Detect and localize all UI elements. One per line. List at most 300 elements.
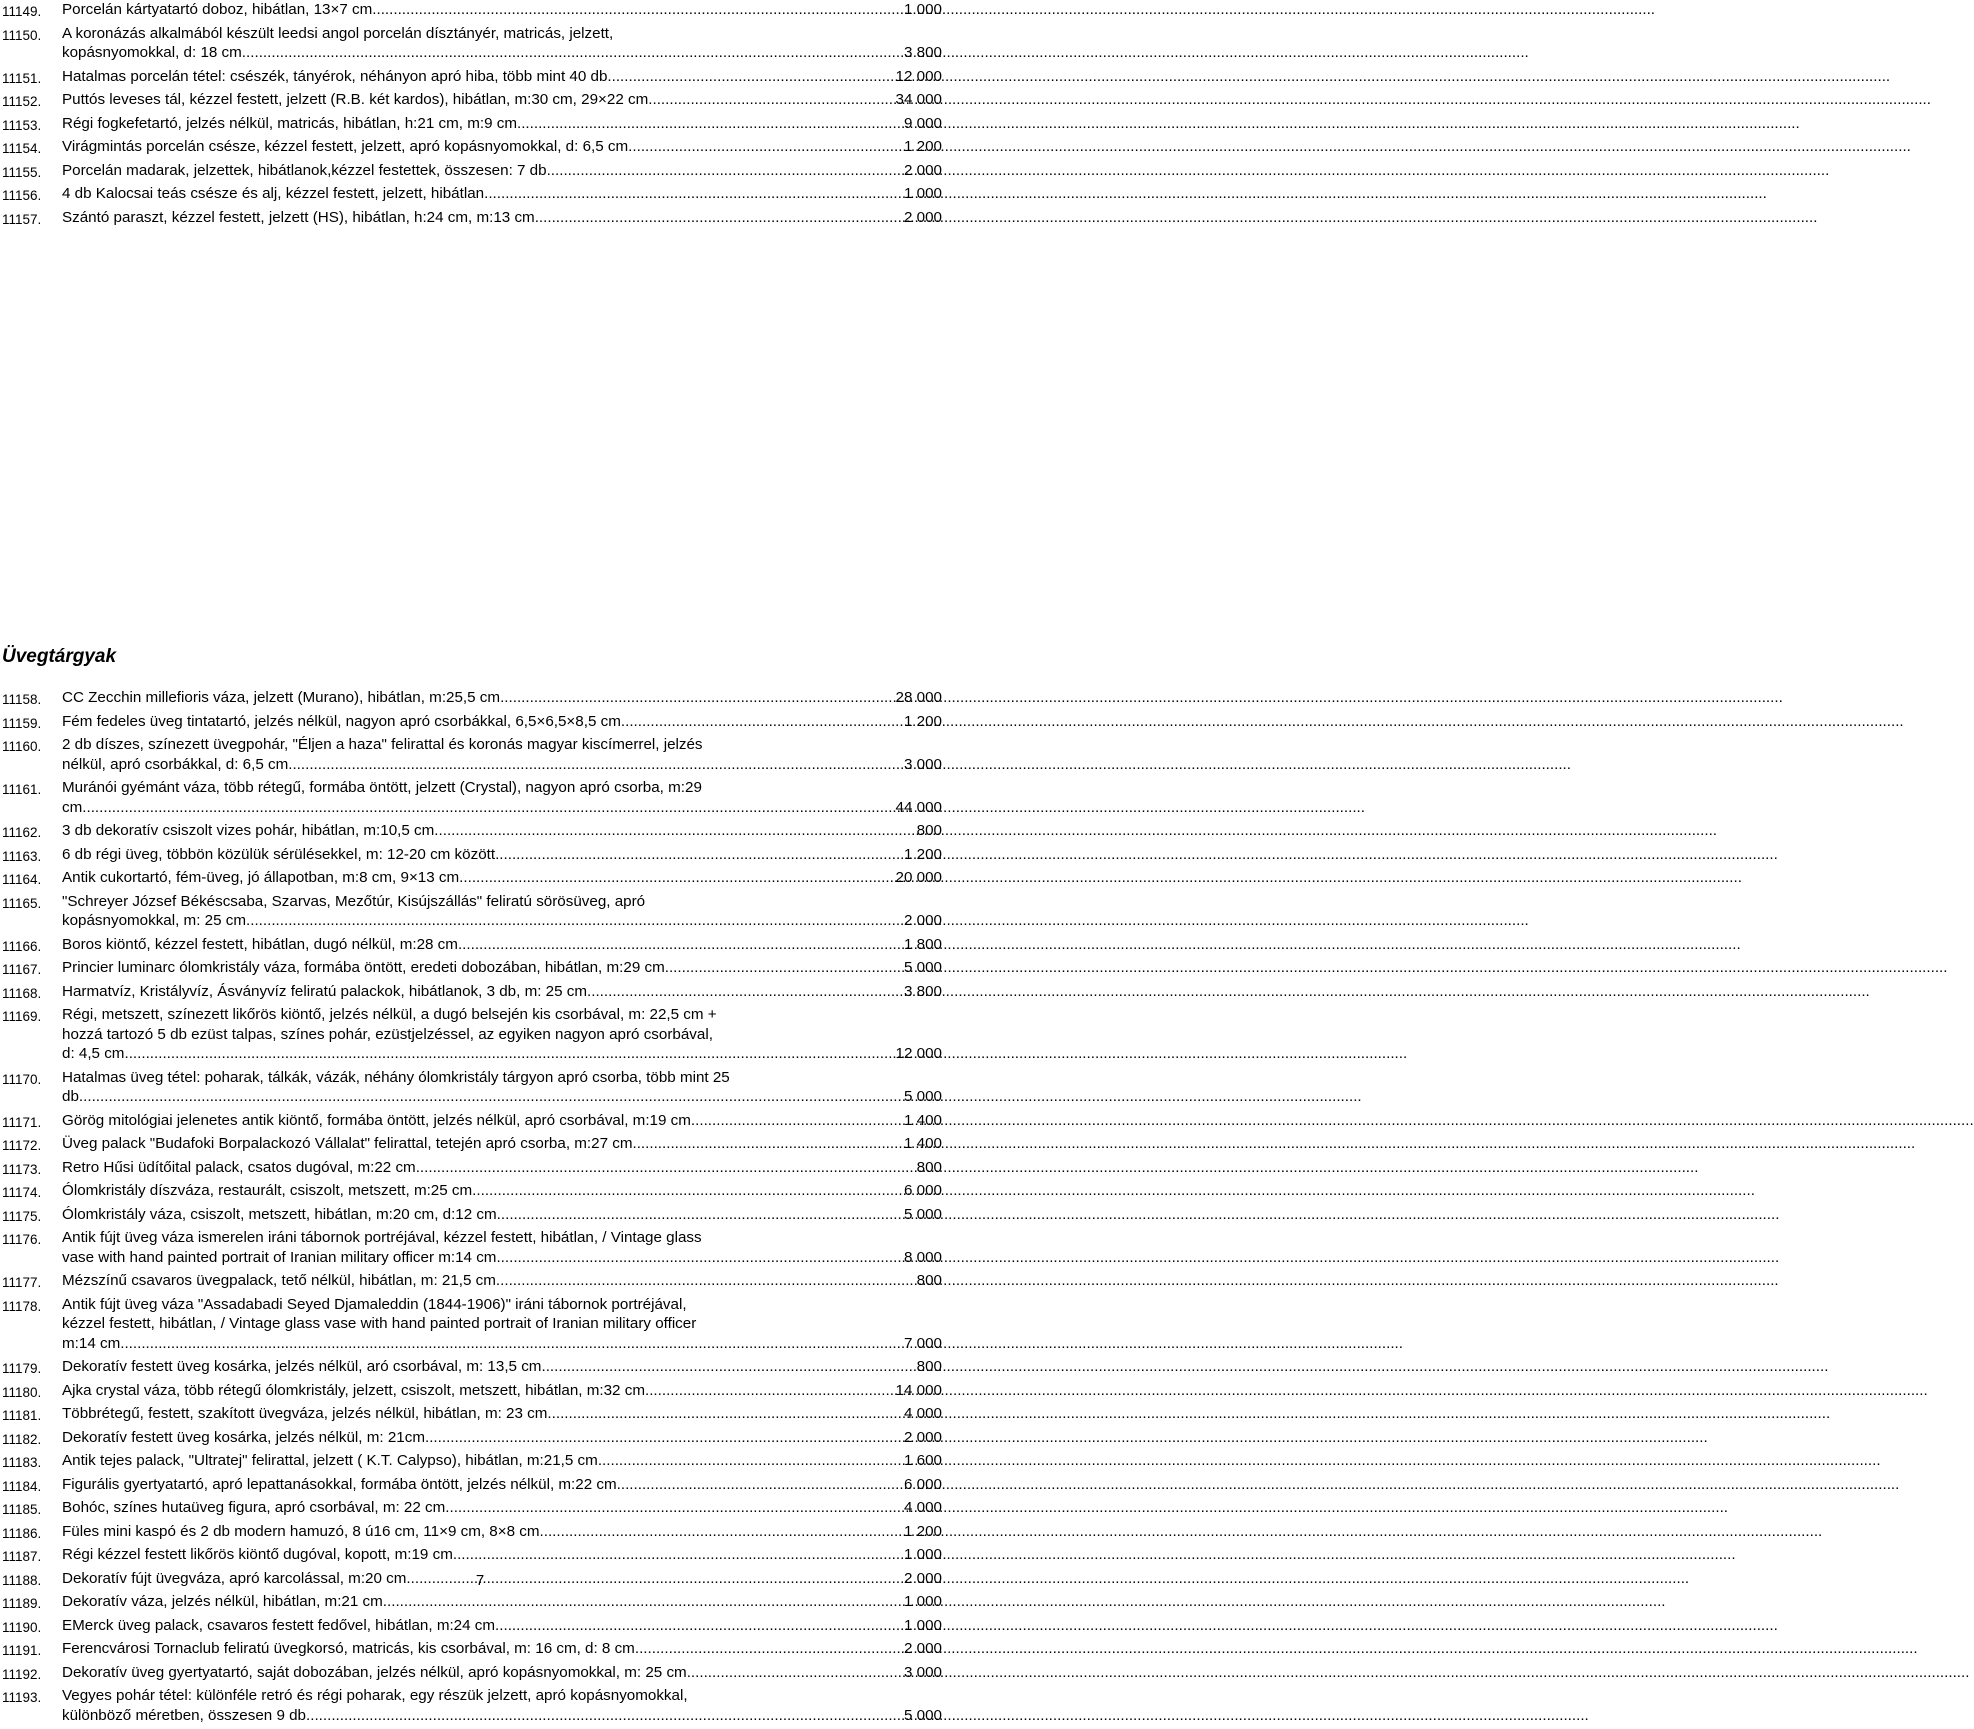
- starting-price: 44 000: [895, 798, 942, 816]
- catalog-entry: [2, 821, 960, 841]
- lot-number: 11159.: [2, 715, 42, 731]
- item-description: [62, 1005, 942, 1064]
- catalog-entry: [2, 735, 960, 774]
- description-text: CC Zecchin millefioris váza, jelzett (Murano), hibátlan, m:25,5 cm: [62, 689, 501, 706]
- lot-number: 11179.: [2, 1361, 42, 1376]
- description-last-line: [62, 982, 942, 1002]
- catalog-entry: [2, 1522, 960, 1542]
- lot-number: 11188.: [2, 1572, 42, 1588]
- item-description: [62, 712, 942, 732]
- lot-number: 11193.: [2, 1690, 42, 1705]
- lot-number: 11156.: [2, 188, 42, 203]
- dot-leader: [628, 137, 904, 157]
- description-text: cm: [62, 798, 83, 816]
- description-last-line: [62, 1248, 942, 1268]
- catalog-entry: [2, 868, 960, 888]
- item-description: [62, 868, 942, 888]
- description-last-line: [62, 1639, 942, 1659]
- catalog-entry: [2, 1068, 960, 1107]
- dot-leader: [288, 755, 904, 775]
- description-text: Antik cukortartó, fém-üveg, jó állapotban, m:8 cm, 9×13 cm: [62, 869, 460, 886]
- starting-price: 3 800: [903, 982, 942, 1000]
- dot-leader: [547, 161, 904, 181]
- dot-leader: [587, 982, 904, 1002]
- description-last-line: [62, 935, 942, 955]
- description-last-line: [62, 1205, 942, 1225]
- lot-number: 11180.: [2, 1384, 42, 1400]
- lot-number: 11161.: [2, 782, 42, 797]
- catalog-entry: [2, 1381, 960, 1401]
- dot-leader: [535, 208, 904, 228]
- catalog-entry: [2, 137, 960, 157]
- description-text: Mézszínű csavaros üvegpalack, tető nélkül, hibátlan, m: 21,5 cm: [62, 1272, 496, 1289]
- description-text: Üveg palack "Budafoki Borpalackozó Vállalat" felirattal, tetején apró csorba, m:27 cm: [62, 1135, 633, 1152]
- dot-leader: [458, 935, 904, 955]
- lot-number: 11172.: [2, 1138, 42, 1153]
- lot-number: 11158.: [2, 692, 42, 707]
- catalog-entry: [2, 1592, 960, 1612]
- dot-leader: [124, 1044, 895, 1064]
- description-text: kopásnyomokkal, m: 25 cm: [62, 912, 247, 929]
- lot-number: 11190.: [2, 1619, 42, 1635]
- description-line: Antik fújt üveg váza ismerelen iráni tábornok portréjával, kézzel festett, hibátlan, / Vintage glass: [62, 1229, 702, 1246]
- description-line: Muránói gyémánt váza, több rétegű, formába öntött, jelzett (Crystal), nagyon apró csorba, m:29: [62, 779, 702, 796]
- lot-number: 11168.: [2, 985, 42, 1001]
- description-text: db: [62, 1088, 79, 1105]
- description-last-line: [62, 1134, 942, 1154]
- item-description: [62, 1639, 942, 1659]
- dot-leader: [425, 1428, 904, 1448]
- starting-price: 1 600: [903, 1452, 942, 1469]
- description-last-line: [62, 137, 942, 157]
- catalog-entry: [2, 712, 960, 732]
- item-description: [62, 1663, 942, 1683]
- catalog-entry: [2, 982, 960, 1002]
- starting-price: 1 400: [903, 1111, 942, 1129]
- description-last-line: [62, 1111, 942, 1131]
- lot-number: 11160.: [2, 739, 42, 754]
- description-last-line: [62, 1334, 942, 1354]
- description-last-line: [62, 1522, 942, 1542]
- dot-leader: [434, 821, 916, 841]
- catalog-entry: [2, 1498, 960, 1518]
- lot-number: 11176.: [2, 1232, 42, 1247]
- description-line: Antik fújt üveg váza "Assadabadi Seyed Djamaleddin (1844-1906)" iráni tábornok portréjával,: [62, 1295, 687, 1313]
- lot-number: 11164.: [2, 872, 42, 887]
- lot-number: 11182.: [2, 1431, 42, 1447]
- starting-price: 5 000: [903, 1706, 942, 1724]
- lot-number: 11153.: [2, 117, 42, 133]
- description-text: vase with hand painted portrait of Iranian military officer m:14 cm: [62, 1248, 497, 1266]
- description-last-line: [62, 1181, 942, 1201]
- catalog-entry: [2, 1639, 960, 1659]
- starting-price: 2 000: [903, 912, 942, 929]
- dot-leader: [517, 114, 904, 134]
- item-description: [62, 1271, 942, 1291]
- lot-number: 11150.: [2, 27, 42, 43]
- item-description: [62, 982, 942, 1002]
- dot-leader: [120, 1334, 904, 1354]
- lot-number: 11173.: [2, 1161, 42, 1177]
- description-text: Dekoratív fújt üvegváza, apró karcolással, m:20 cm: [62, 1569, 407, 1587]
- item-description: [62, 1111, 942, 1131]
- description-last-line: [62, 1706, 942, 1726]
- description-last-line: [62, 712, 942, 732]
- item-description: [62, 821, 942, 841]
- catalog-entry: [2, 1205, 960, 1225]
- starting-price: 1 000: [903, 1616, 942, 1634]
- dot-leader: [691, 1111, 904, 1131]
- starting-price: 2 000: [903, 208, 942, 226]
- starting-price: 14 000: [895, 1381, 942, 1399]
- description-text: Porcelán madarak, jelzettek, hibátlanok,kézzel festettek, összesen: 7 db: [62, 161, 547, 179]
- catalog-entry: [2, 1271, 960, 1291]
- starting-price: 800: [916, 822, 942, 839]
- item-description: [62, 24, 942, 63]
- catalog-entry: [2, 1005, 960, 1064]
- lot-number: 11184.: [2, 1478, 42, 1494]
- dot-leader: [645, 1381, 896, 1401]
- lot-number: 11155.: [2, 164, 42, 180]
- dot-leader: [306, 1706, 904, 1726]
- starting-price: 1 000: [903, 185, 942, 202]
- lot-number: 11175.: [2, 1208, 42, 1224]
- dot-leader: [246, 43, 904, 63]
- description-line: Hatalmas üveg tétel: poharak, tálkák, vázák, néhány ólomkristály tárgyon apró csorba, több mint 25: [62, 1068, 730, 1086]
- description-line: Régi, metszett, színezett likőrös kiöntő, jelzés nélkül, a dugó belsején kis csorbával, m: 22,5 cm +: [62, 1006, 717, 1023]
- dot-leader: [246, 911, 904, 931]
- starting-price: 9 000: [903, 114, 942, 132]
- catalog-entry: [2, 90, 960, 110]
- porcelain-item-list: [2, 0, 960, 231]
- starting-price: 4 000: [903, 1405, 942, 1422]
- starting-price: 1 200: [903, 138, 942, 155]
- catalog-entry: [2, 778, 960, 817]
- starting-price: 1 200: [903, 845, 942, 863]
- description-text: Fém fedeles üveg tintatartó, jelzés nélkül, nagyon apró csorbákkal, 6,5×6,5×8,5 cm: [62, 712, 621, 730]
- lot-number: 11163.: [2, 848, 42, 864]
- description-text: Ajka crystal váza, több rétegű ólomkristály, jelzett, csiszolt, metszett, hibátlan, m:32 cm: [62, 1381, 645, 1399]
- description-last-line: [62, 67, 942, 87]
- lot-number: 11149.: [2, 4, 42, 19]
- starting-price: 1 800: [903, 935, 942, 953]
- description-text: 6 db régi üveg, többön közülük sérülésekkel, m: 12-20 cm között: [62, 845, 496, 863]
- catalog-entry: [2, 1545, 960, 1565]
- description-text: Ferencvárosi Tornaclub feliratú üvegkorsó, matricás, kis csorbával, m: 16 cm, d: 8 cm: [62, 1640, 635, 1657]
- catalog-entry: [2, 892, 960, 931]
- item-description: [62, 161, 942, 181]
- lot-number: 11181.: [2, 1408, 42, 1423]
- catalog-entry: [2, 935, 960, 955]
- description-last-line: [62, 845, 942, 865]
- catalog-entry: [2, 1404, 960, 1424]
- item-description: [62, 1357, 942, 1377]
- dot-leader: [472, 1181, 904, 1201]
- starting-price: 6 000: [903, 1475, 942, 1493]
- catalog-entry: [2, 1475, 960, 1495]
- item-description: [62, 1158, 942, 1178]
- dot-leader: [484, 184, 904, 204]
- starting-price: 1 000: [903, 1, 942, 18]
- starting-price: 12 000: [895, 67, 942, 85]
- item-description: [62, 90, 942, 110]
- description-text: Dekoratív festett üveg kosárka, jelzés nélkül, m: 21cm: [62, 1428, 425, 1446]
- lot-number: 11166.: [2, 938, 42, 954]
- catalog-entry: [2, 845, 960, 865]
- dot-leader: [372, 0, 904, 20]
- description-last-line: [62, 958, 942, 978]
- catalog-entry: [2, 1428, 960, 1448]
- description-text: Puttós leveses tál, kézzel festett, jelzett (R.B. két kardos), hibátlan, m:30 cm, 29×22 cm: [62, 91, 649, 108]
- description-line: "Schreyer József Békéscsaba, Szarvas, Mezőtúr, Kisújszállás" feliratú sörösüveg, apró: [62, 892, 646, 910]
- starting-price: 1 400: [903, 1135, 942, 1152]
- catalog-entry: [2, 208, 960, 228]
- item-description: [62, 1545, 942, 1565]
- description-last-line: [62, 1475, 942, 1495]
- item-description: [62, 1522, 942, 1542]
- starting-price: 4 000: [903, 1499, 942, 1516]
- description-text: 4 db Kalocsai teás csésze és alj, kézzel festett, jelzett, hibátlan: [62, 185, 485, 202]
- dot-leader: [648, 90, 895, 110]
- item-description: [62, 845, 942, 865]
- item-description: [62, 1686, 942, 1725]
- description-text: Porcelán kártyatartó doboz, hibátlan, 13×7 cm: [62, 1, 373, 18]
- catalog-entry: [2, 24, 960, 63]
- description-text: Hatalmas porcelán tétel: csészék, tányérok, néhányon apró hiba, több mint 40 db: [62, 67, 608, 85]
- dot-leader: [383, 1592, 904, 1612]
- item-description: [62, 778, 942, 817]
- description-last-line: [62, 1357, 942, 1377]
- catalog-entry: [2, 1181, 960, 1201]
- lot-number: 11154.: [2, 141, 42, 156]
- catalog-entry: [2, 1686, 960, 1725]
- description-last-line: [62, 0, 942, 20]
- dot-leader: [632, 1134, 904, 1154]
- starting-price: 28 000: [895, 689, 942, 706]
- dot-leader: [82, 798, 895, 818]
- lot-number: 11151.: [2, 70, 42, 86]
- starting-price: 800: [916, 1272, 942, 1289]
- description-line: Vegyes pohár tétel: különféle retró és régi poharak, egy részük jelzett, apró kopásnyomokkal,: [62, 1687, 688, 1704]
- description-last-line: [62, 755, 942, 775]
- dot-leader: [496, 1271, 917, 1291]
- item-description: [62, 67, 942, 87]
- item-description: [62, 1228, 942, 1267]
- catalog-entry: [2, 114, 960, 134]
- item-description: [62, 1134, 942, 1154]
- starting-price: 1 000: [903, 1546, 942, 1563]
- item-description: [62, 935, 942, 955]
- item-description: [62, 735, 942, 774]
- catalog-entry: [2, 1451, 960, 1471]
- lot-number: 11192.: [2, 1666, 42, 1682]
- item-description: [62, 1068, 942, 1107]
- starting-price: 2 000: [903, 1640, 942, 1657]
- description-text: kopásnyomokkal, d: 18 cm.: [62, 44, 247, 61]
- starting-price: 2 000: [903, 1569, 942, 1587]
- item-description: [62, 1404, 942, 1424]
- starting-price: 1 200: [903, 712, 942, 730]
- catalog-entry: [2, 0, 960, 20]
- description-last-line: [62, 1616, 942, 1636]
- starting-price: 1 000: [903, 1593, 942, 1610]
- description-last-line: [62, 1044, 942, 1064]
- item-description: [62, 0, 942, 20]
- description-last-line: [62, 1087, 942, 1107]
- lot-number: 11167.: [2, 962, 42, 977]
- description-text: Virágmintás porcelán csésze, kézzel festett, jelzett, apró kopásnyomokkal, d: 6,5 cm: [62, 138, 629, 155]
- section-heading-glassware: Üvegtárgyak: [2, 646, 117, 667]
- lot-number: 11170.: [2, 1071, 42, 1087]
- item-description: [62, 892, 942, 931]
- dot-leader: [607, 67, 895, 87]
- dot-leader: [495, 845, 904, 865]
- lot-number: 11165.: [2, 895, 42, 911]
- description-text: 3 db dekoratív csiszolt vizes pohár, hibátlan, m:10,5 cm: [62, 822, 435, 839]
- page-number: 7: [475, 1572, 485, 1589]
- description-text: Princier luminarc ólomkristály váza, formába öntött, eredeti dobozában, hibátlan, m:29 cm: [62, 959, 665, 976]
- description-last-line: [62, 798, 942, 818]
- item-description: [62, 1498, 942, 1518]
- description-text: különböző méretben, összesen 9 db: [62, 1706, 307, 1724]
- description-text: Dekoratív üveg gyertyatartó, saját dobozában, jelzés nélkül, apró kopásnyomokkal, m: 25 cm: [62, 1663, 687, 1681]
- description-text: Ólomkristály díszváza, restaurált, csiszolt, metszett, m:25 cm: [62, 1182, 473, 1199]
- dot-leader: [546, 1357, 917, 1377]
- starting-price: 800: [916, 1358, 942, 1375]
- dot-leader: [496, 1248, 904, 1268]
- description-last-line: [62, 911, 942, 931]
- description-last-line: [62, 1498, 942, 1518]
- catalog-entry: [2, 1616, 960, 1636]
- description-text: Boros kiöntő, kézzel festett, hibátlan, dugó nélkül, m:28 cm: [62, 935, 458, 953]
- item-description: [62, 1181, 942, 1201]
- dot-leader: [459, 868, 895, 888]
- dot-leader: [445, 1498, 904, 1518]
- starting-price: 12 000: [895, 1045, 942, 1062]
- lot-number: 11162.: [2, 825, 42, 840]
- starting-price: 34 000: [895, 91, 942, 108]
- catalog-entry: [2, 161, 960, 181]
- description-last-line: [62, 1271, 942, 1291]
- description-text: Füles mini kaspó és 2 db modern hamuzó, 8 ú16 cm, 11×9 cm, 8×8 cm: [62, 1522, 540, 1540]
- description-last-line: [62, 1592, 942, 1612]
- dot-leader: [453, 1545, 904, 1565]
- starting-price: 20 000: [895, 869, 942, 886]
- starting-price: 2 000: [903, 161, 942, 179]
- dot-leader: [687, 1663, 904, 1683]
- dot-leader: [598, 1451, 904, 1471]
- catalog-entry: [2, 688, 960, 708]
- description-last-line: [62, 1451, 942, 1471]
- dot-leader: [635, 1639, 904, 1659]
- description-text: Figurális gyertyatartó, apró lepattanásokkal, formába öntött, jelzés nélkül, m:22 cm: [62, 1475, 617, 1493]
- lot-number: 11191.: [2, 1643, 42, 1658]
- description-text: Régi fogkefetartó, jelzés nélkül, matricás, hibátlan, h:21 cm, m:9 cm: [62, 114, 517, 132]
- lot-number: 11183.: [2, 1455, 42, 1470]
- description-last-line: [62, 161, 942, 181]
- description-text: Szántó paraszt, kézzel festett, jelzett (HS), hibátlan, h:24 cm, m:13 cm: [62, 208, 535, 226]
- starting-price: 2 000: [903, 1428, 942, 1446]
- dot-leader: [617, 1475, 904, 1495]
- dot-leader: [540, 1522, 904, 1542]
- description-text: nélkül, apró csorbákkal, d: 6,5 cm: [62, 755, 289, 773]
- lot-number: 11186.: [2, 1525, 42, 1541]
- starting-price: 5 000: [903, 1205, 942, 1223]
- dot-leader: [500, 688, 895, 708]
- starting-price: 8 000: [903, 1248, 942, 1266]
- catalog-entry: [2, 184, 960, 204]
- description-text: Harmatvíz, Kristályvíz, Ásványvíz feliratú palackok, hibátlanok, 3 db, m: 25 cm: [62, 982, 588, 1000]
- lot-number: 11185.: [2, 1502, 42, 1517]
- description-last-line: [62, 114, 942, 134]
- starting-price: 5 000: [903, 1088, 942, 1105]
- catalog-entry: [2, 1295, 960, 1354]
- description-line: kézzel festett, hibátlan, / Vintage glass vase with hand painted portrait of Iranian military officer: [62, 1315, 697, 1332]
- item-description: [62, 1475, 942, 1495]
- item-description: [62, 1616, 942, 1636]
- description-last-line: [62, 1545, 942, 1565]
- lot-number: 11171.: [2, 1114, 42, 1130]
- dot-leader: [79, 1087, 904, 1107]
- description-last-line: [62, 1158, 942, 1178]
- description-line: hozzá tartozó 5 db ezüst talpas, színes pohár, ezüstjelzéssel, az egyiken nagyon apró csorbával,: [62, 1025, 713, 1043]
- starting-price: 7 000: [903, 1334, 942, 1352]
- description-last-line: [62, 1428, 942, 1448]
- catalog-entry: [2, 958, 960, 978]
- lot-number: 11178.: [2, 1298, 42, 1314]
- dot-leader: [547, 1404, 904, 1424]
- starting-price: 3 000: [903, 755, 942, 773]
- description-line: 2 db díszes, színezett üvegpohár, "Éljen a haza" felirattal és koronás magyar kiscímerrel, jelzés: [62, 736, 703, 753]
- starting-price: 800: [916, 1158, 942, 1176]
- catalog-entry: [2, 1357, 960, 1377]
- dot-leader: [495, 1616, 904, 1636]
- description-text: Régi kézzel festett likőrös kiöntő dugóval, kopott, m:19 cm: [62, 1546, 453, 1563]
- item-description: [62, 1451, 942, 1471]
- item-description: [62, 1592, 942, 1612]
- dot-leader: [416, 1158, 917, 1178]
- description-text: Ólomkristály váza, csiszolt, metszett, hibátlan, m:20 cm, d:12 cm: [62, 1205, 497, 1223]
- description-last-line: [62, 868, 942, 888]
- description-text: Dekoratív váza, jelzés nélkül, hibátlan, m:21 cm: [62, 1593, 383, 1610]
- description-last-line: [62, 1381, 942, 1401]
- description-text: m:14 cm: [62, 1334, 121, 1352]
- description-last-line: [62, 90, 942, 110]
- lot-number: 11152.: [2, 94, 42, 109]
- description-text: EMerck üveg palack, csavaros festett fedővel, hibátlan, m:24 cm: [62, 1616, 496, 1634]
- item-description: [62, 137, 942, 157]
- starting-price: 5 000: [903, 959, 942, 976]
- description-last-line: [62, 821, 942, 841]
- item-description: [62, 1428, 942, 1448]
- catalog-entry: [2, 1663, 960, 1683]
- catalog-entry: [2, 67, 960, 87]
- description-last-line: [62, 184, 942, 204]
- item-description: [62, 208, 942, 228]
- catalog-entry: [2, 1134, 960, 1154]
- starting-price: 1 200: [903, 1522, 942, 1540]
- item-description: [62, 1295, 942, 1354]
- starting-price: 3 000: [903, 1663, 942, 1681]
- description-line: A koronázás alkalmából készült leedsi angol porcelán dísztányér, matricás, jelzett,: [62, 24, 614, 42]
- lot-number: 11189.: [2, 1596, 42, 1611]
- dot-leader: [621, 712, 904, 732]
- description-last-line: [62, 208, 942, 228]
- description-text: Többrétegű, festett, szakított üvegváza, jelzés nélkül, hibátlan, m: 23 cm: [62, 1405, 548, 1422]
- description-last-line: [62, 1404, 942, 1424]
- item-description: [62, 114, 942, 134]
- dot-leader: [665, 958, 904, 978]
